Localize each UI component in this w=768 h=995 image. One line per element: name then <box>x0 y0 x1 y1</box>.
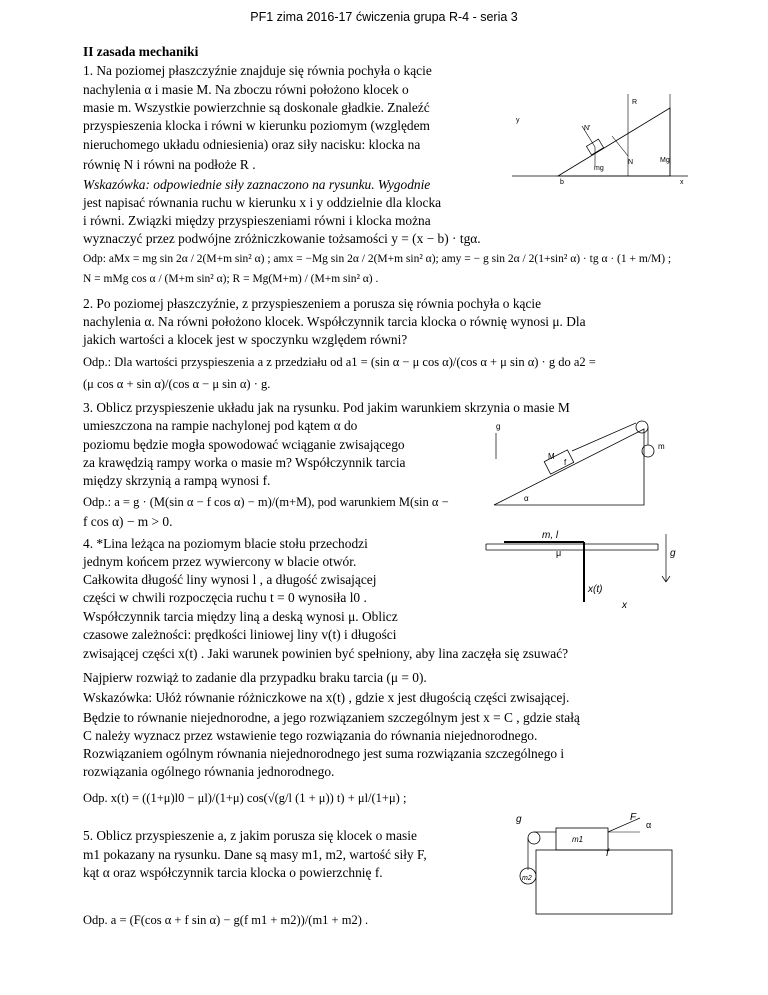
problem-4-line: 4. *Lina leżąca na poziomym blacie stołu przechodzi <box>83 536 368 551</box>
figure-incline-block <box>510 86 690 186</box>
problem-1-hint: wyznaczyć przez podwójne zróżniczkowanie tożsamości y = (x − b) · tgα. <box>83 231 481 246</box>
problem-4-line: czasowe zależności: prędkości liniowej liny v(t) i długości <box>83 627 397 642</box>
problem-4-line: Współczynnik tarcia między liną a deską wynosi μ. Oblicz <box>83 609 398 624</box>
problem-3-answer: Odp.: a = g · (M(sin α − f cos α) − m)/(m+M), pod warunkiem M(sin α − <box>83 495 449 509</box>
fig4-label: g <box>670 548 676 559</box>
problem-2-line: nachylenia α. Na równi położono klocek. Współczynnik tarcia klocka o równię wynosi μ. Dla <box>83 314 586 329</box>
problem-4-line: części w chwili rozpoczęcia ruchu t = 0 wynosiła l0 . <box>83 590 367 605</box>
fig1-label: mg <box>594 165 604 172</box>
problem-3-answer: f cos α) − m > 0. <box>83 514 173 529</box>
problem-1-line: nieruchomego układu odniesienia) oraz siły nacisku: klocka na <box>83 137 421 152</box>
fig5-label: g <box>516 814 522 825</box>
fig1-label: N <box>628 159 634 166</box>
fig5-label: f <box>606 848 609 859</box>
problem-1-line: równię N i równi na podłoże R . <box>83 157 256 172</box>
problem-5-line: 5. Oblicz przyspieszenie a, z jakim porusza się klocek o masie <box>83 828 417 843</box>
problem-1-line: 1. Na poziomej płaszczyźnie znajduje się równia pochyła o kącie <box>83 63 432 78</box>
problem-2-answer: (μ cos α + sin α)/(cos α − μ sin α) · g. <box>83 377 271 391</box>
problem-1-hint: jest napisać równania ruchu w kierunku x i y oddzielnie dla klocka <box>83 195 442 210</box>
problem-1-line: przyspieszenia klocka i równi w kierunku poziomym (względem <box>83 118 430 133</box>
problem-1-line: masie m. Wszystkie powierzchnie są doskonale gładkie. Znaleźć <box>83 100 430 115</box>
problem-3-line: poziomu będzie mogła spowodować wciąganie zwisającego <box>83 437 405 452</box>
section-title: II zasada mechaniki <box>83 44 199 59</box>
problem-5-line: kąt α oraz współczynnik tarcia klocka o powierzchnię f. <box>83 865 383 880</box>
problem-4-line: jednym końcem przez wywiercony w blacie otwór. <box>83 554 357 569</box>
problem-1-answer: Odp: aMx = mg sin 2α / 2(M+m sin² α) ; amx = −Mg sin 2α / 2(M+m sin² α); amy = − g sin 2α / 2(1+sin² α) · tg α · (1 + m/M) ; <box>83 253 672 265</box>
fig5-label: α <box>646 820 652 830</box>
fig5-label: m2 <box>522 875 532 882</box>
fig3-label: M <box>548 452 555 461</box>
problem-3-line: 3. Oblicz przyspieszenie układu jak na rysunku. Pod jakim warunkiem skrzynia o masie M <box>83 400 570 415</box>
figure-rope-table <box>484 522 684 622</box>
problem-1-answer: N = mMg cos α / (M+m sin² α); R = Mg(M+m) / (M+m sin² α) . <box>83 273 379 285</box>
problem-4-line: Całkowita długość liny wynosi l , a długość zwisającej <box>83 572 377 587</box>
fig1-label: y <box>516 117 520 124</box>
fig1-label: R <box>632 99 638 106</box>
problem-1-line: nachylenia α i masie M. Na zboczu równi położono klocek o <box>83 82 409 97</box>
fig1-label: Mg <box>660 157 670 164</box>
problem-2-answer: Odp.: Dla wartości przyspieszenia a z przedziału od a1 = (sin α − μ cos α)/(cos α + μ sin α) · g do a2 = <box>83 355 596 369</box>
problem-4-line: zwisającej części x(t) . Jaki warunek powinien być spełniony, aby lina zaczęła się zsuwać? <box>83 646 569 661</box>
fig1-label: b <box>560 179 564 186</box>
problem-3-line: umieszczona na rampie nachylonej pod kątem α do <box>83 418 358 433</box>
problem-4-hint: Wskazówka: Ułóż równanie różniczkowe na x(t) , gdzie x jest długością części zwisającej. <box>83 690 570 705</box>
fig1-label: N' <box>584 125 591 132</box>
fig3-label: g <box>496 422 501 431</box>
problem-3-line: za krawędzią rampy worka o masie m? Współczynnik tarcia <box>83 455 406 470</box>
problem-2-line: jakich wartości a klocek jest w spoczynku względem równi? <box>83 332 408 347</box>
problem-5-answer: Odp. a = (F(cos α + f sin α) − g(f m1 + m2))/(m1 + m2) . <box>83 913 369 927</box>
fig4-label: x <box>622 600 627 611</box>
problem-1-hint: Wskazówka: odpowiednie siły zaznaczono na rysunku. Wygodnie <box>83 177 431 192</box>
fig4-label: x(t) <box>588 584 603 595</box>
problem-5-line: m1 pokazany na rysunku. Dane są masy m1, m2, wartość siły F, <box>83 847 427 862</box>
problem-4-hint: C należy wyznacz przez wstawienie tego rozwiązania do równania niejednorodnego. <box>83 728 538 743</box>
figure-pulley-blocks <box>510 810 685 990</box>
page-header: PF1 zima 2016-17 ćwiczenia grupa R-4 - seria 3 <box>250 10 518 24</box>
problem-4-hint: rozwiązania ogólnego równania jednorodnego. <box>83 764 335 779</box>
fig3-label: m <box>658 442 665 451</box>
fig4-label: μ <box>556 548 562 558</box>
problem-1-hint: i równi. Związki między przyspieszeniami równi i klocka można <box>83 213 431 228</box>
problem-4-answer: Odp. x(t) = ((1+μ)l0 − μl)/(1+μ) cos(√(g/l (1 + μ)) t) + μl/(1+μ) ; <box>83 791 407 805</box>
problem-4-line: Najpierw rozwiąż to zadanie dla przypadku braku tarcia (μ = 0). <box>83 670 427 685</box>
problem-4-hint: Będzie to równanie niejednorodne, a jego rozwiązaniem szczególnym jest x = C , gdzie stałą <box>83 710 580 725</box>
fig1-label: x <box>680 179 684 186</box>
fig5-label: m1 <box>572 835 584 844</box>
problem-2-line: 2. Po poziomej płaszczyźnie, z przyspieszeniem a porusza się równia pochyła o kącie <box>83 296 542 311</box>
problem-3-line: między skrzynią a rampą wynosi f. <box>83 473 271 488</box>
problem-4-hint: Rozwiązaniem ogólnym równania niejednorodnego jest suma rozwiązania szczególnego i <box>83 746 565 761</box>
figure-ramp-pulley <box>484 415 684 507</box>
fig4-label: m, l <box>542 530 559 541</box>
fig5-label: F <box>630 812 637 823</box>
fig3-label: f <box>564 458 567 467</box>
fig3-label: α <box>524 494 529 503</box>
